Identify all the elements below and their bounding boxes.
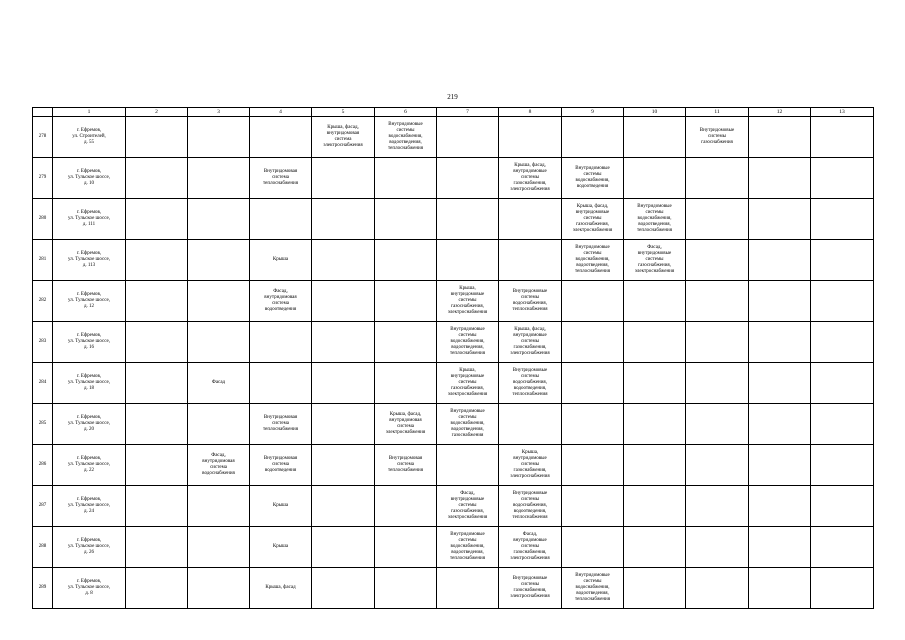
table-row — [33, 281, 874, 322]
period-cell-col-13 — [811, 240, 874, 281]
schedule-table — [32, 107, 874, 609]
period-cell-col-6: Внутридомовая система теплоснабжения — [375, 445, 437, 486]
period-cell-col-13 — [811, 486, 874, 527]
table-row — [33, 363, 874, 404]
period-cell-col-10 — [624, 322, 686, 363]
period-cell-col-7 — [437, 240, 499, 281]
period-cell-col-9: Крыша, фасад, внутридомовые системы газоснабжения, электроснабжения — [562, 199, 624, 240]
period-cell-col-13 — [811, 404, 874, 445]
period-cell-col-4: Фасад, внутридомовая система водоотведения — [250, 281, 312, 322]
period-cell-col-3 — [188, 404, 250, 445]
period-cell-col-10 — [624, 527, 686, 568]
page-number: 219 — [447, 93, 458, 101]
period-cell-col-9 — [562, 404, 624, 445]
row-number: 279 — [33, 158, 53, 199]
period-cell-col-10 — [624, 363, 686, 404]
period-cell-col-4: Крыша — [250, 486, 312, 527]
period-cell-col-11 — [686, 486, 749, 527]
period-cell-col-12 — [749, 363, 811, 404]
address-cell: г. Ефремов, ул. Тульское шоссе, д. 16 — [53, 322, 126, 363]
period-cell-col-10 — [624, 568, 686, 609]
address-cell: г. Ефремов, ул. Тульское шоссе, д. 10 — [53, 158, 126, 199]
period-cell-col-7: Внутридомовые системы водоснабжения, водоотведения, теплоснабжения — [437, 322, 499, 363]
period-cell-col-8 — [499, 199, 562, 240]
period-cell-col-10: Внутридомовые системы водоснабжения, водоотведения, теплоснабжения — [624, 199, 686, 240]
period-cell-col-4 — [250, 322, 312, 363]
period-cell-col-2 — [126, 404, 188, 445]
period-cell-col-12 — [749, 199, 811, 240]
period-cell-col-4 — [250, 199, 312, 240]
period-cell-col-5 — [312, 527, 375, 568]
period-cell-col-3 — [188, 240, 250, 281]
period-cell-col-2 — [126, 158, 188, 199]
period-cell-col-10 — [624, 158, 686, 199]
row-number: 278 — [33, 117, 53, 158]
period-cell-col-13 — [811, 281, 874, 322]
table-row — [33, 404, 874, 445]
table-row — [33, 240, 874, 281]
period-cell-col-11 — [686, 527, 749, 568]
period-cell-col-6 — [375, 568, 437, 609]
period-cell-col-4: Крыша, фасад — [250, 568, 312, 609]
period-cell-col-2 — [126, 240, 188, 281]
column-header-13: 13 — [811, 108, 874, 117]
period-cell-col-12 — [749, 568, 811, 609]
column-header-1: 1 — [53, 108, 126, 117]
period-cell-col-2 — [126, 322, 188, 363]
period-cell-col-2 — [126, 199, 188, 240]
header-row — [33, 108, 874, 117]
period-cell-col-9: Внутридомовые системы водоснабжения, водоотведения — [562, 158, 624, 199]
period-cell-col-4 — [250, 363, 312, 404]
column-header-4: 4 — [250, 108, 312, 117]
column-header-7: 7 — [437, 108, 499, 117]
table-row — [33, 568, 874, 609]
period-cell-col-7: Крыша, внутридомовые системы газоснабжения, электроснабжения — [437, 281, 499, 322]
period-cell-col-3: Фасад, внутридомовая система водоснабжения — [188, 445, 250, 486]
period-cell-col-10 — [624, 117, 686, 158]
period-cell-col-11 — [686, 199, 749, 240]
column-header-3: 3 — [188, 108, 250, 117]
row-number: 288 — [33, 527, 53, 568]
period-cell-col-2 — [126, 117, 188, 158]
period-cell-col-2 — [126, 281, 188, 322]
period-cell-col-2 — [126, 527, 188, 568]
address-cell: г. Ефремов, ул. Строителей, д. 55 — [53, 117, 126, 158]
table-row — [33, 158, 874, 199]
table-row — [33, 199, 874, 240]
column-header-6: 6 — [375, 108, 437, 117]
period-cell-col-5 — [312, 363, 375, 404]
period-cell-col-7 — [437, 117, 499, 158]
address-cell: г. Ефремов, ул. Тульское шоссе, д. 113 — [53, 240, 126, 281]
period-cell-col-12 — [749, 445, 811, 486]
period-cell-col-6 — [375, 199, 437, 240]
period-cell-col-8 — [499, 404, 562, 445]
period-cell-col-7 — [437, 568, 499, 609]
column-header-10: 10 — [624, 108, 686, 117]
table-row — [33, 486, 874, 527]
period-cell-col-8: Внутридомовые системы газоснабжения, электроснабжения — [499, 568, 562, 609]
period-cell-col-8: Внутридомовые системы водоснабжения, теплоснабжения — [499, 281, 562, 322]
period-cell-col-5 — [312, 199, 375, 240]
row-number: 282 — [33, 281, 53, 322]
address-cell: г. Ефремов, ул. Тульское шоссе, д. 22 — [53, 445, 126, 486]
period-cell-col-6 — [375, 281, 437, 322]
period-cell-col-9 — [562, 117, 624, 158]
period-cell-col-5 — [312, 568, 375, 609]
table-row — [33, 322, 874, 363]
period-cell-col-8: Крыша, внутридомовые системы газоснабжения, электроснабжения — [499, 445, 562, 486]
period-cell-col-5 — [312, 322, 375, 363]
row-number: 289 — [33, 568, 53, 609]
period-cell-col-13 — [811, 527, 874, 568]
period-cell-col-10: Фасад, внутридомовые системы газоснабжения, электроснабжения — [624, 240, 686, 281]
period-cell-col-9: Внутридомовые системы водоснабжения, водоотведения, теплоснабжения — [562, 240, 624, 281]
period-cell-col-5 — [312, 486, 375, 527]
period-cell-col-8: Крыша, фасад, внутридомовые системы газоснабжения, электроснабжения — [499, 158, 562, 199]
period-cell-col-11 — [686, 281, 749, 322]
table-row — [33, 527, 874, 568]
address-cell: г. Ефремов, ул. Тульское шоссе, д. 8 — [53, 568, 126, 609]
period-cell-col-8: Внутридомовые системы водоснабжения, водоотведения, теплоснабжения — [499, 486, 562, 527]
period-cell-col-2 — [126, 568, 188, 609]
period-cell-col-13 — [811, 158, 874, 199]
period-cell-col-5 — [312, 281, 375, 322]
period-cell-col-3 — [188, 322, 250, 363]
period-cell-col-7: Внутридомовые системы водоснабжения, водоотведения, теплоснабжения — [437, 527, 499, 568]
period-cell-col-7 — [437, 445, 499, 486]
period-cell-col-6: Крыша, фасад, внутридомовая система электроснабжения — [375, 404, 437, 445]
period-cell-col-11 — [686, 158, 749, 199]
period-cell-col-6 — [375, 527, 437, 568]
period-cell-col-6: Внутридомовые системы водоснабжения, водоотведения, теплоснабжения — [375, 117, 437, 158]
period-cell-col-6 — [375, 363, 437, 404]
period-cell-col-3 — [188, 281, 250, 322]
period-cell-col-10 — [624, 404, 686, 445]
table-row — [33, 117, 874, 158]
row-number: 286 — [33, 445, 53, 486]
period-cell-col-11: Внутридомовые системы газоснабжения — [686, 117, 749, 158]
address-cell: г. Ефремов, ул. Тульское шоссе, д. 20 — [53, 404, 126, 445]
period-cell-col-9 — [562, 322, 624, 363]
period-cell-col-9 — [562, 527, 624, 568]
period-cell-col-13 — [811, 363, 874, 404]
period-cell-col-2 — [126, 363, 188, 404]
period-cell-col-6 — [375, 322, 437, 363]
period-cell-col-9 — [562, 445, 624, 486]
period-cell-col-9 — [562, 486, 624, 527]
period-cell-col-4: Внутридомовая система теплоснабжения — [250, 404, 312, 445]
period-cell-col-12 — [749, 322, 811, 363]
period-cell-col-9: Внутридомовые системы водоснабжения, водоотведения, теплоснабжения — [562, 568, 624, 609]
period-cell-col-11 — [686, 445, 749, 486]
period-cell-col-10 — [624, 281, 686, 322]
row-number: 287 — [33, 486, 53, 527]
period-cell-col-7 — [437, 158, 499, 199]
period-cell-col-3 — [188, 568, 250, 609]
address-cell: г. Ефремов, ул. Тульское шоссе, д. 26 — [53, 527, 126, 568]
row-number: 284 — [33, 363, 53, 404]
period-cell-col-5: Крыша, фасад, внутридомовая система электроснабжения — [312, 117, 375, 158]
period-cell-col-8: Внутридомовые системы водоснабжения, водоотведения, теплоснабжения — [499, 363, 562, 404]
column-header-11: 11 — [686, 108, 749, 117]
period-cell-col-2 — [126, 486, 188, 527]
period-cell-col-9 — [562, 363, 624, 404]
period-cell-col-3 — [188, 199, 250, 240]
column-header-12: 12 — [749, 108, 811, 117]
period-cell-col-10 — [624, 445, 686, 486]
column-header-2: 2 — [126, 108, 188, 117]
period-cell-col-7 — [437, 199, 499, 240]
period-cell-col-8: Фасад, внутридомовые системы газоснабжения, электроснабжения — [499, 527, 562, 568]
column-header-9: 9 — [562, 108, 624, 117]
table-body — [33, 108, 874, 609]
row-number: 281 — [33, 240, 53, 281]
period-cell-col-11 — [686, 568, 749, 609]
period-cell-col-4: Крыша — [250, 240, 312, 281]
period-cell-col-13 — [811, 199, 874, 240]
header-cell-blank — [33, 108, 53, 117]
period-cell-col-3: Фасад — [188, 363, 250, 404]
period-cell-col-4 — [250, 117, 312, 158]
period-cell-col-8 — [499, 240, 562, 281]
row-number: 285 — [33, 404, 53, 445]
period-cell-col-12 — [749, 486, 811, 527]
period-cell-col-12 — [749, 404, 811, 445]
period-cell-col-6 — [375, 240, 437, 281]
period-cell-col-7: Фасад, внутридомовые системы газоснабжения, электроснабжения — [437, 486, 499, 527]
period-cell-col-3 — [188, 158, 250, 199]
period-cell-col-13 — [811, 322, 874, 363]
address-cell: г. Ефремов, ул. Тульское шоссе, д. 111 — [53, 199, 126, 240]
period-cell-col-4: Внутридомовая система теплоснабжения — [250, 158, 312, 199]
row-number: 283 — [33, 322, 53, 363]
period-cell-col-5 — [312, 240, 375, 281]
period-cell-col-6 — [375, 486, 437, 527]
period-cell-col-12 — [749, 158, 811, 199]
address-cell: г. Ефремов, ул. Тульское шоссе, д. 24 — [53, 486, 126, 527]
period-cell-col-8: Крыша, фасад, внутридомовые системы газоснабжения, электроснабжения — [499, 322, 562, 363]
period-cell-col-4: Внутридомовая система водоотведения — [250, 445, 312, 486]
table-row — [33, 445, 874, 486]
period-cell-col-12 — [749, 527, 811, 568]
period-cell-col-3 — [188, 117, 250, 158]
period-cell-col-11 — [686, 363, 749, 404]
period-cell-col-8 — [499, 117, 562, 158]
period-cell-col-13 — [811, 445, 874, 486]
period-cell-col-2 — [126, 445, 188, 486]
column-header-5: 5 — [312, 108, 375, 117]
period-cell-col-5 — [312, 158, 375, 199]
period-cell-col-6 — [375, 158, 437, 199]
period-cell-col-10 — [624, 486, 686, 527]
period-cell-col-3 — [188, 486, 250, 527]
column-header-8: 8 — [499, 108, 562, 117]
period-cell-col-12 — [749, 281, 811, 322]
period-cell-col-12 — [749, 117, 811, 158]
period-cell-col-7: Крыша, внутридомовые системы газоснабжения, электроснабжения — [437, 363, 499, 404]
period-cell-col-11 — [686, 404, 749, 445]
period-cell-col-7: Внутридомовые системы водоснабжения, водоотведения, газоснабжения — [437, 404, 499, 445]
period-cell-col-11 — [686, 240, 749, 281]
row-number: 280 — [33, 199, 53, 240]
period-cell-col-5 — [312, 445, 375, 486]
period-cell-col-12 — [749, 240, 811, 281]
period-cell-col-13 — [811, 117, 874, 158]
address-cell: г. Ефремов, ул. Тульское шоссе, д. 18 — [53, 363, 126, 404]
period-cell-col-5 — [312, 404, 375, 445]
period-cell-col-3 — [188, 527, 250, 568]
address-cell: г. Ефремов, ул. Тульское шоссе, д. 12 — [53, 281, 126, 322]
period-cell-col-9 — [562, 281, 624, 322]
period-cell-col-4: Крыша — [250, 527, 312, 568]
period-cell-col-13 — [811, 568, 874, 609]
period-cell-col-11 — [686, 322, 749, 363]
